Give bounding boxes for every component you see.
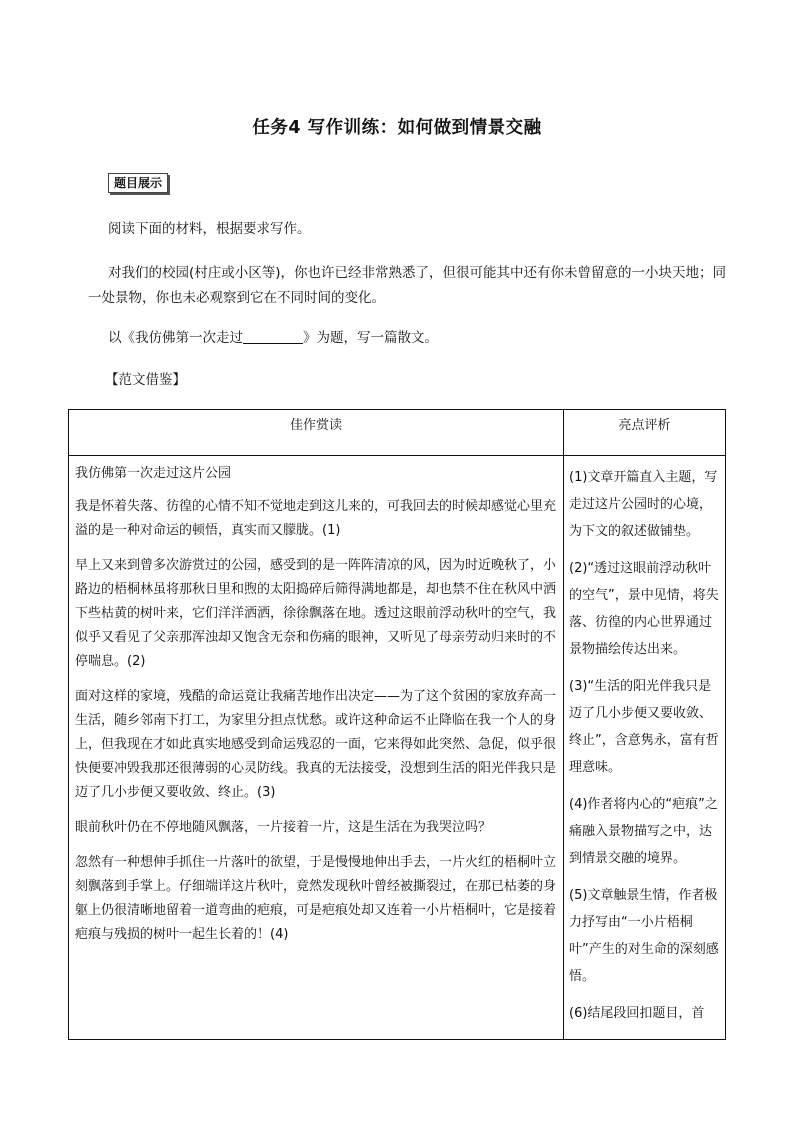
note-item: (3)“生活的阳光伴我只是迈了几小步便又要收敛、终止”，含意隽永，富有哲理意味。 [569,679,719,775]
essay-cell [69,456,564,1040]
essay-paragraph: 面对这样的家境，残酷的命运竟让我痛苦地作出决定——为了这个贫困的家放弃高一生活，随乡邻南下打工，为家里分担点忧愁。或许这种命运不止降临在我一个人的身上，但我现在才如此真实地感受到命运残忍的一面，它来得如此突然、急促，似乎很快便要冲毁我那还很薄弱的心灵防线。我真的无法接受，没想到生活的阳光伴我只是迈了几小步便又要收敛、终止。(3) [75,689,557,800]
essay-paragraph: 早上又来到曾多次游赏过的公园，感受到的是一阵阵清凉的风，因为时近晚秋了，小路边的梧桐林虽将那秋日里和煦的太阳捣碎后筛得满地都是，却也禁不住在秋风中洒下些枯黄的树叶来，它们洋洋洒洒，徐徐飘落在地。透过这眼前浮动秋叶的空气，我似乎又看见了父亲那浑浊却又饱含无奈和伤痛的眼神，又听见了母亲劳动归来时的不停喘息。(2) [75,558,557,669]
notes-cell [564,456,726,1040]
essay-title: 我仿佛第一次走过这片公园 [75,466,232,481]
col-essay-header: 佳作赏读 [69,410,564,456]
note-item: (4)作者将内心的“疤痕”之痛融入景物描写之中，达到情景交融的境界。 [569,797,718,866]
essay-paragraph: 我是怀着失落、彷徨的心情不知不觉地走到这儿来的，可我回去的时候却感觉心里充溢的是一种对命运的顿悟，真实而又朦胧。(1) [75,499,557,538]
note-item: (5)文章触景生情，作者极力抒写由“一小片梧桐叶”产生的对生命的深刻感悟。 [569,888,719,984]
section-label: 【范文借鉴】 [105,372,186,388]
intro-prompt [88,326,738,351]
table-row [69,456,726,1040]
page-title: 任务4 写作训练：如何做到情景交融 [252,118,542,138]
intro-instruction: 阅读下面的材料，根据要求写作。 [108,221,311,237]
topic-badge: 题目展示 [108,173,168,193]
prompt-before: 以《我仿佛第一次走过 [108,330,243,346]
note-item: (1)文章开篇直入主题，写走过这片公园时的心境，为下文的叙述做铺垫。 [569,470,718,539]
prompt-after: 》为题，写一篇散文。 [303,330,438,346]
model-essay-table [68,409,726,1040]
note-item: (6)结尾段回扣题目，首 [569,1006,705,1021]
title-blank [243,329,303,344]
col-notes-header: 亮点评析 [564,410,726,456]
essay-paragraph: 忽然有一种想伸手抓住一片落叶的欲望，于是慢慢地伸出手去，一片火红的梧桐叶立刻飘落到手掌上。仔细端详这片秋叶，竟然发现秋叶曾经被撕裂过，在那已枯萎的身躯上仍很清晰地留着一道弯曲的疤痕，可是疤痕处却又连着一小片梧桐叶，它是接着疤痕与残损的树叶一起生长着的！(4) [75,855,557,942]
essay-paragraph: 眼前秋叶仍在不停地随风飘落，一片接着一片，这是生活在为我哭泣吗？ [75,820,492,835]
intro-material: 对我们的校园(村庄或小区等)，你也许已经非常熟悉了，但很可能其中还有你未曾留意的一小块天地；同一处景物，你也未必观察到它在不同时间的变化。 [88,265,727,306]
table-header-row [69,410,726,456]
note-item: (2)“透过这眼前浮动秋叶的空气”，景中见情，将失落、彷徨的内心世界通过景物描绘传达出来。 [569,561,719,657]
